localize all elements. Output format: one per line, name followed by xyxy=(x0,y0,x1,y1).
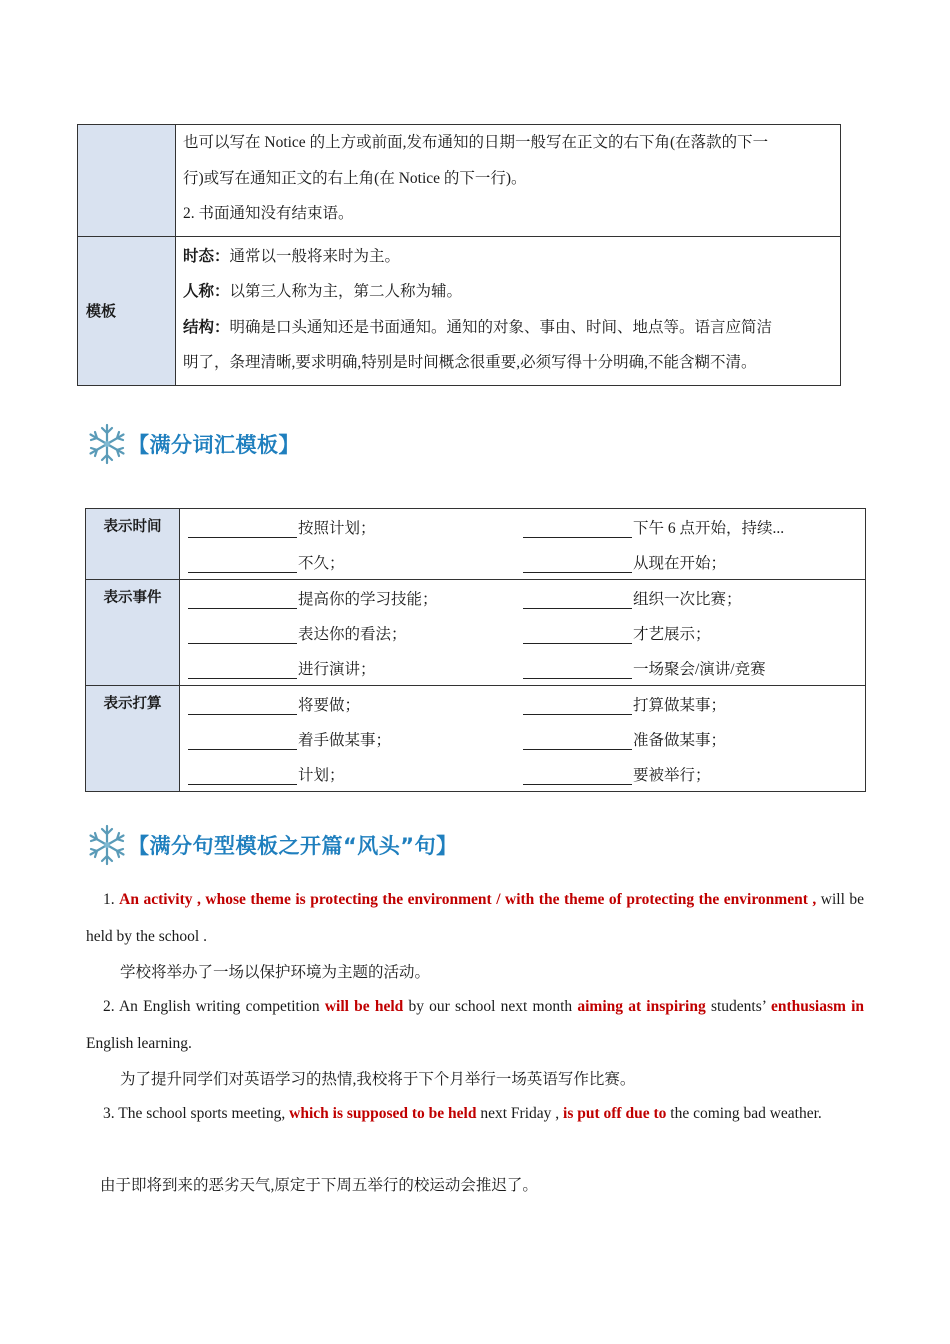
vocab-hint: 提高你的学习技能； xyxy=(298,590,438,608)
vocab-item xyxy=(188,693,523,715)
table-row xyxy=(78,125,841,237)
vocab-hint: 一场聚会/演讲/竞赛 xyxy=(633,660,766,678)
sentence-text: students’ xyxy=(705,998,766,1015)
vocab-hint: 进行演讲； xyxy=(298,660,376,678)
row-content xyxy=(176,236,841,385)
sentence-2-translation: 为了提升同学们对英语学习的热情,我校将于下个月举行一场英语写作比赛。 xyxy=(120,1071,636,1088)
vocab-table xyxy=(85,508,866,792)
vocab-item xyxy=(188,657,523,679)
fill-blank[interactable] xyxy=(523,733,632,750)
item-sep: ： xyxy=(214,246,230,265)
vocab-hint: 按照计划； xyxy=(298,519,376,537)
vocab-item xyxy=(523,693,858,715)
sentence-number: 2. xyxy=(103,998,115,1015)
text-line xyxy=(183,239,834,275)
vocab-hint: 下午 6 点开始，持续... xyxy=(633,519,785,537)
vocab-hint: 从现在开始； xyxy=(633,554,727,572)
sentence-2 xyxy=(86,988,864,1062)
fill-blank[interactable] xyxy=(188,627,297,644)
fill-blank[interactable] xyxy=(188,698,297,715)
vocab-body xyxy=(180,686,866,792)
table-row xyxy=(86,509,866,580)
vocab-body xyxy=(180,509,866,580)
vocab-row xyxy=(188,615,865,650)
vocab-item xyxy=(523,551,858,573)
row-label-template: 模板 xyxy=(78,236,176,385)
fill-blank[interactable] xyxy=(188,556,297,573)
vocab-hint: 不久； xyxy=(298,554,345,572)
fill-blank[interactable] xyxy=(523,556,632,573)
vocab-category-plan: 表示打算 xyxy=(86,686,180,792)
vocab-item xyxy=(523,587,858,609)
sentence-3 xyxy=(86,1095,864,1132)
vocab-item xyxy=(523,763,858,785)
highlight-phrase: will be held xyxy=(324,998,404,1015)
fill-blank[interactable] xyxy=(523,662,632,679)
fill-blank[interactable] xyxy=(188,521,297,538)
vocab-hint: 着手做某事； xyxy=(298,731,392,749)
text-line xyxy=(183,310,834,346)
sentence-text: the coming bad xyxy=(666,1105,766,1122)
text-line: 行)或写在通知正文的右上角(在 Notice 的下一行)。 xyxy=(183,169,527,187)
item-text: 明确是口头通知还是书面通知。通知的对象、事由、时间、地点等。语言应简洁 xyxy=(229,318,773,336)
sentence-text: next Friday , xyxy=(476,1105,564,1122)
vocab-row xyxy=(188,721,865,756)
vocab-row xyxy=(188,509,865,544)
highlight-phrase: aiming at inspiring xyxy=(577,998,706,1015)
vocab-item xyxy=(188,763,523,785)
vocab-item xyxy=(188,622,523,644)
item-key: 结构 xyxy=(183,317,215,336)
fill-blank[interactable] xyxy=(188,592,297,609)
item-key: 人称 xyxy=(183,282,215,300)
sentence-3-translation: 由于即将到来的恶劣天气,原定于下周五举行的校运动会推迟了。 xyxy=(100,1177,538,1194)
text-line: 也可以写在 Notice 的上方或前面,发布通知的日期一般写在正文的右下角(在落款的下一 xyxy=(183,134,769,151)
sentence-text: English learning. xyxy=(86,1035,192,1052)
highlight-phrase: is put off due to xyxy=(563,1105,667,1122)
sentence-1 xyxy=(86,881,864,955)
item-text: 以第三人称为主，第二人称为辅。 xyxy=(229,283,463,300)
fill-blank[interactable] xyxy=(523,627,632,644)
vocab-hint: 准备做某事； xyxy=(633,731,727,749)
sentence-text: weather. xyxy=(769,1105,822,1122)
sentence-number: 1. xyxy=(103,891,115,908)
vocab-item xyxy=(523,516,858,538)
notice-guide-table xyxy=(77,124,841,386)
text-line: 明了，条理清晰,要求明确,特别是时间概念很重要,必须写得十分明确,不能含糊不清。 xyxy=(183,354,757,371)
vocab-hint: 打算做某事； xyxy=(633,696,727,714)
vocab-hint: 将要做； xyxy=(298,696,361,714)
table-row xyxy=(78,236,841,385)
snowflake-icon xyxy=(86,824,128,866)
vocab-item xyxy=(523,657,858,679)
vocab-hint: 计划； xyxy=(298,766,345,784)
item-key: 时态 xyxy=(183,246,215,265)
vocab-hint: 要被举行； xyxy=(633,766,711,784)
text-line: 2. 书面通知没有结束语。 xyxy=(183,205,354,222)
vocab-item xyxy=(188,587,523,609)
vocab-item xyxy=(523,728,858,750)
row-label-empty xyxy=(78,125,176,237)
sentence-text: will be held by the school . xyxy=(86,891,865,945)
highlight-phrase: which is supposed to be held xyxy=(289,1105,477,1122)
vocab-item xyxy=(188,728,523,750)
sentence-text: The school sports meeting, xyxy=(118,1105,290,1122)
vocab-row xyxy=(188,650,865,685)
section-heading-sentences xyxy=(86,823,458,867)
vocab-category-event: 表示事件 xyxy=(86,580,180,686)
section-title: 【满分词汇模板】 xyxy=(128,433,300,457)
table-row xyxy=(86,580,866,686)
vocab-row xyxy=(188,544,865,579)
sentence-number: 3. xyxy=(103,1105,115,1122)
vocab-row xyxy=(188,580,865,615)
fill-blank[interactable] xyxy=(188,733,297,750)
vocab-body xyxy=(180,580,866,686)
sentence-text: by our school next month xyxy=(403,998,578,1015)
section-title: 【满分句型模板之开篇“风头”句】 xyxy=(128,834,458,858)
item-sep: ： xyxy=(214,317,230,336)
item-sep: ： xyxy=(214,282,230,300)
sentence-text: An English writing competition xyxy=(118,998,325,1015)
highlight-phrase: enthusiasm in xyxy=(770,998,865,1015)
vocab-category-time: 表示时间 xyxy=(86,509,180,580)
vocab-hint: 组织一次比赛； xyxy=(633,590,742,608)
vocab-row xyxy=(188,686,865,721)
vocab-hint: 表达你的看法； xyxy=(298,625,407,643)
row-content xyxy=(176,125,841,237)
sentence-1-translation: 学校将举办了一场以保护环境为主题的活动。 xyxy=(120,964,431,981)
section-heading-vocab xyxy=(86,422,300,466)
text-line xyxy=(183,274,834,310)
vocab-item xyxy=(523,622,858,644)
fill-blank[interactable] xyxy=(523,698,632,715)
fill-blank[interactable] xyxy=(523,768,632,785)
vocab-item xyxy=(188,516,523,538)
vocab-item xyxy=(188,551,523,573)
item-text: 通常以一般将来时为主。 xyxy=(229,247,401,265)
fill-blank[interactable] xyxy=(188,662,297,679)
highlight-phrase: An activity , whose theme is protecting the environment / with the theme of protecting the environment , xyxy=(119,891,817,908)
vocab-row xyxy=(188,756,865,791)
snowflake-icon xyxy=(86,423,128,465)
vocab-hint: 才艺展示； xyxy=(633,625,711,643)
table-row xyxy=(86,686,866,792)
fill-blank[interactable] xyxy=(523,592,632,609)
fill-blank[interactable] xyxy=(188,768,297,785)
fill-blank[interactable] xyxy=(523,521,632,538)
